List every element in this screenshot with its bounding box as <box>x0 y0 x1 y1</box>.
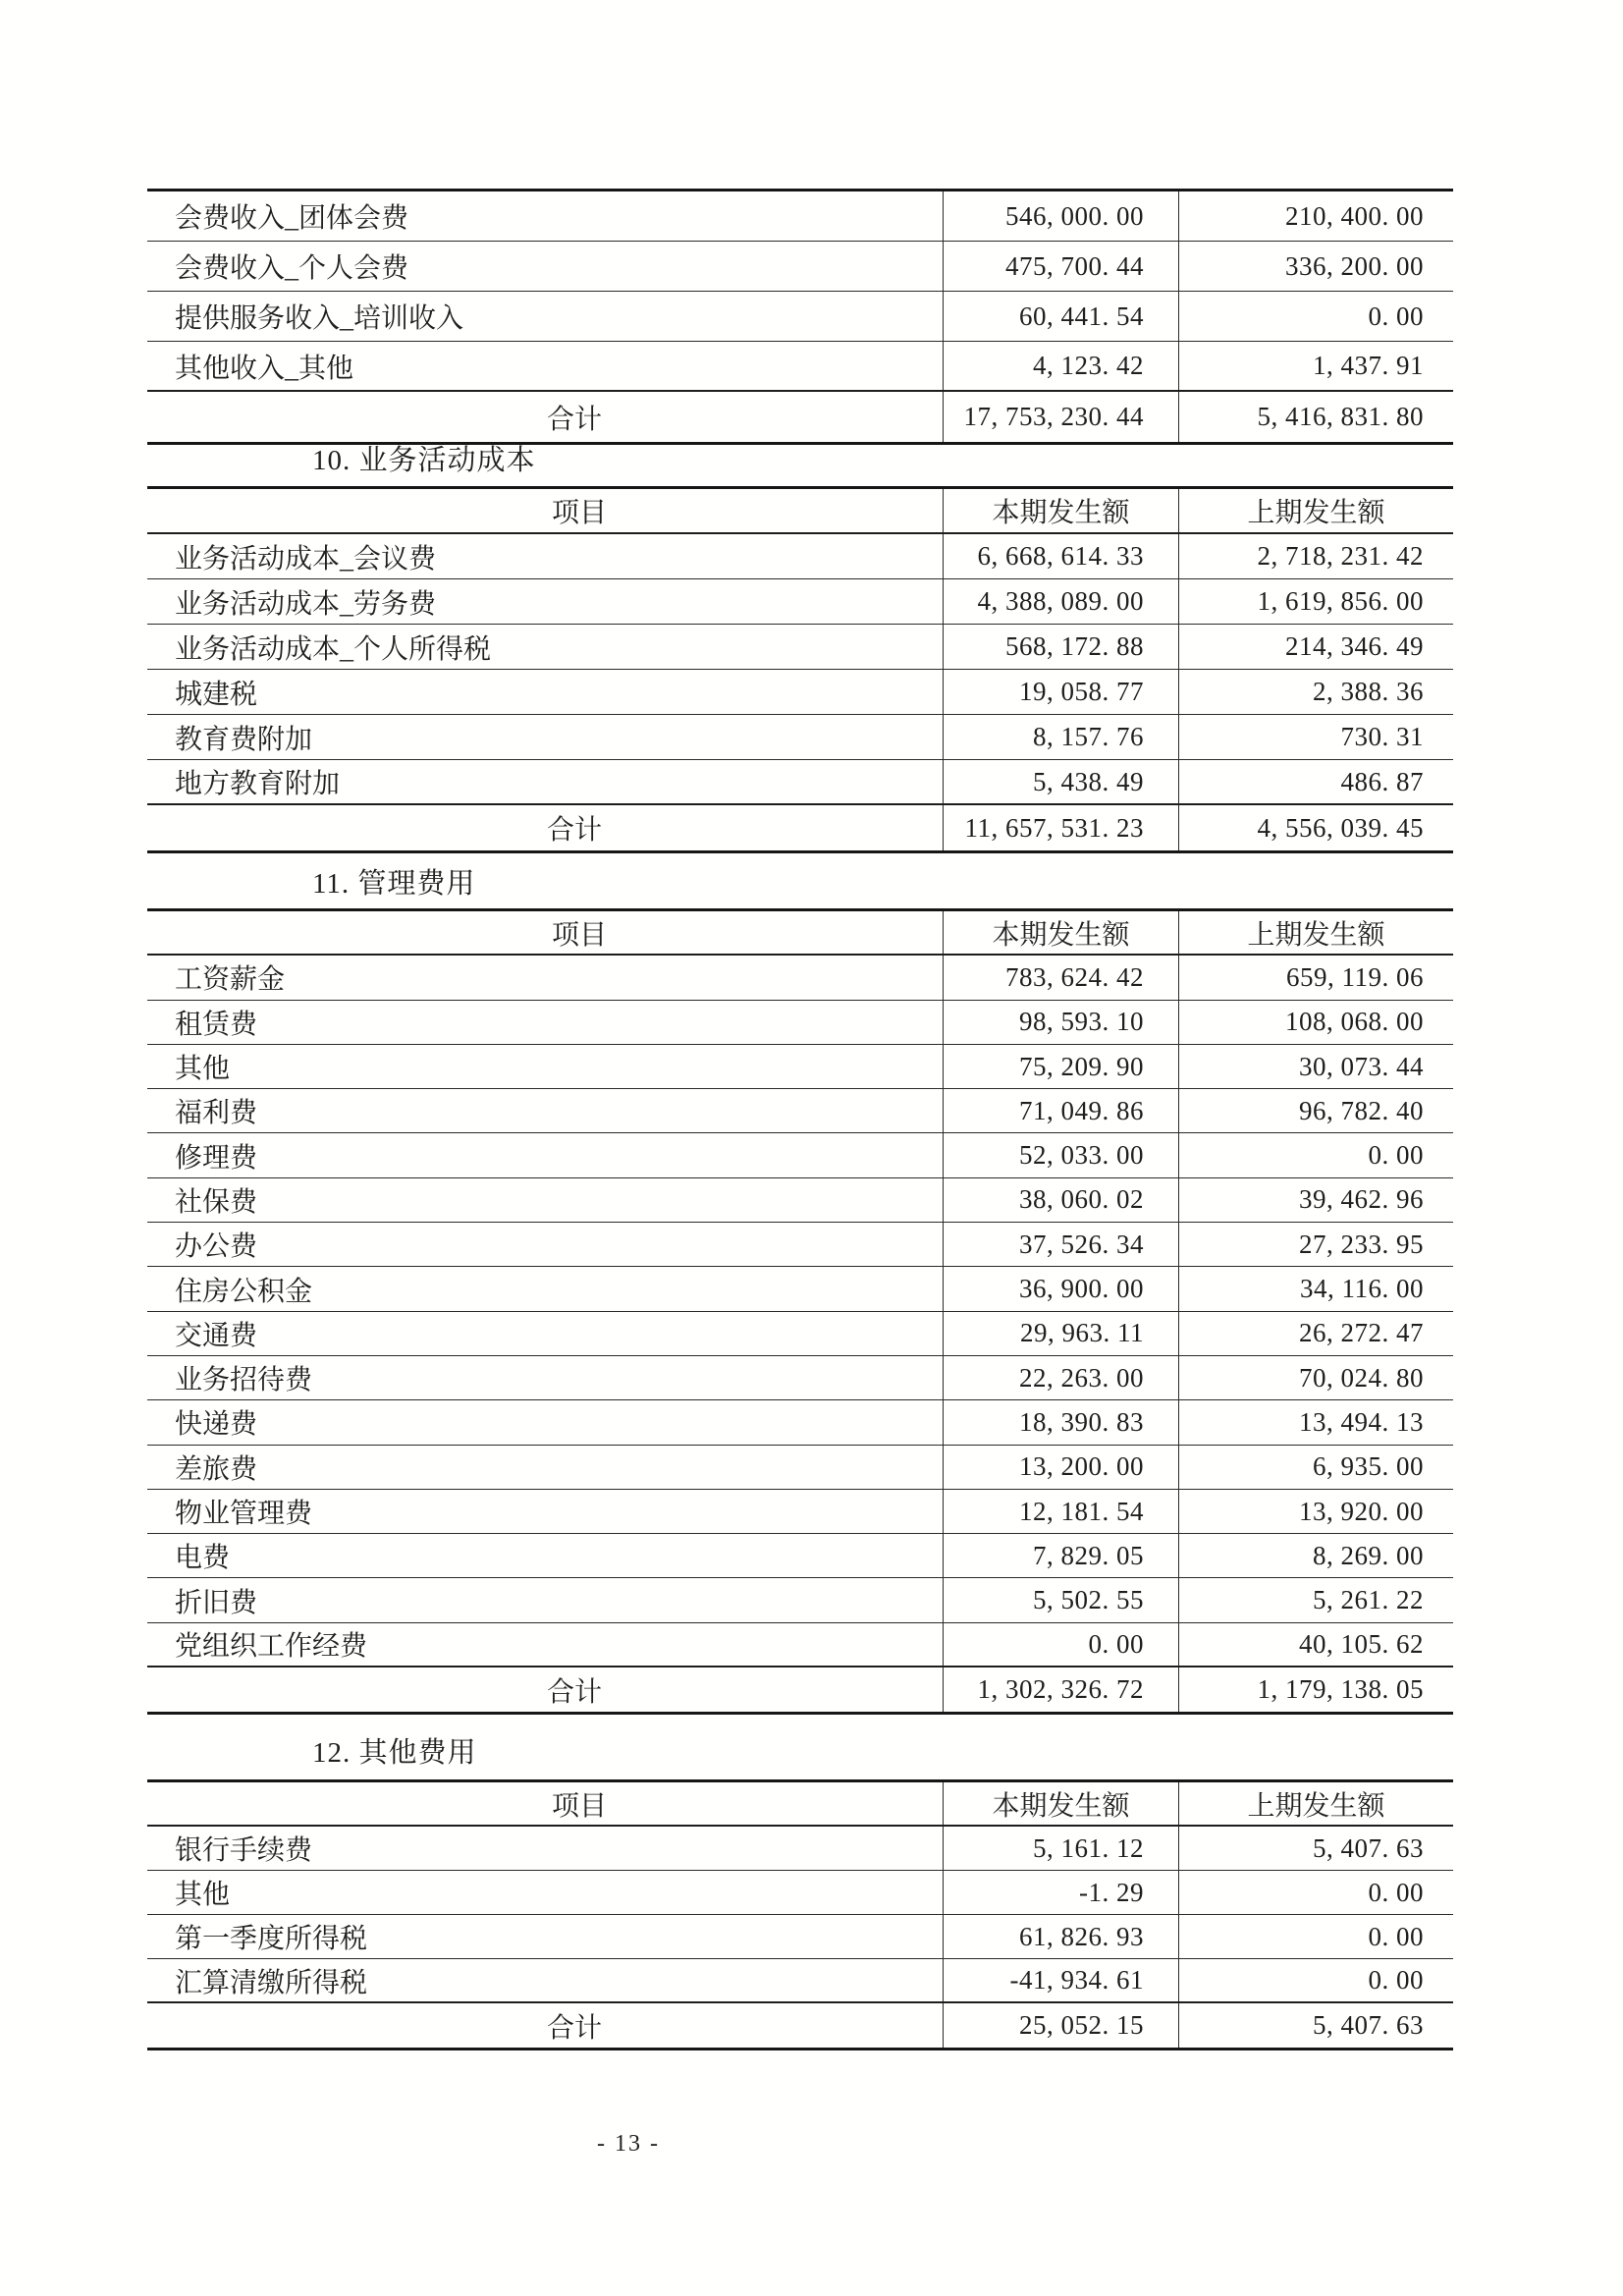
current-period-value: -41, 934. 61 <box>943 1959 1178 2001</box>
column-header-prior-period: 上期发生额 <box>1178 1782 1453 1825</box>
prior-period-value: 1, 619, 856. 00 <box>1178 579 1453 624</box>
prior-period-value: 0. 00 <box>1178 1133 1453 1176</box>
row-label: 业务活动成本_劳务费 <box>175 588 437 620</box>
row-label: 其他收入_其他 <box>175 353 354 384</box>
table-row <box>147 1490 1453 1534</box>
row-label: 租赁费 <box>175 1009 258 1040</box>
current-period-value: 12, 181. 54 <box>943 1490 1178 1533</box>
total-prior-period-value: 5, 407. 63 <box>1178 2003 1453 2048</box>
row-label: 社保费 <box>175 1186 258 1218</box>
prior-period-value: 13, 494. 13 <box>1178 1400 1453 1444</box>
business-activity-cost-table <box>147 486 1453 853</box>
table-row <box>147 1312 1453 1356</box>
prior-period-value: 0. 00 <box>1178 1915 1453 1958</box>
row-label: 教育费附加 <box>175 724 313 755</box>
prior-period-value: 1, 437. 91 <box>1178 342 1453 390</box>
management-expense-table <box>147 908 1453 1715</box>
prior-period-value: 26, 272. 47 <box>1178 1312 1453 1355</box>
current-period-value: 5, 161. 12 <box>943 1827 1178 1870</box>
current-period-value: 0. 00 <box>943 1623 1178 1666</box>
column-header-current-period: 本期发生额 <box>943 1782 1178 1825</box>
table-row <box>147 191 1453 242</box>
prior-period-value: 5, 261. 22 <box>1178 1578 1453 1621</box>
row-label: 快递费 <box>175 1409 258 1441</box>
table-row <box>147 1400 1453 1445</box>
table-row <box>147 1871 1453 1915</box>
column-header-prior-period: 上期发生额 <box>1178 911 1453 954</box>
table-row <box>147 242 1453 292</box>
row-label: 修理费 <box>175 1142 258 1174</box>
table-row <box>147 1959 1453 2003</box>
table-row <box>147 1446 1453 1490</box>
total-label: 合计 <box>546 404 602 435</box>
row-label: 住房公积金 <box>175 1276 313 1307</box>
row-label: 城建税 <box>175 679 258 710</box>
current-period-value: 5, 438. 49 <box>943 760 1178 803</box>
page-number: - 13 - <box>597 2131 660 2157</box>
table-header-row <box>147 1782 1453 1827</box>
table-row <box>147 1045 1453 1089</box>
row-label: 业务招待费 <box>175 1365 313 1396</box>
row-label: 业务活动成本_会议费 <box>175 543 437 574</box>
prior-period-value: 34, 116. 00 <box>1178 1267 1453 1310</box>
column-header-item: 项目 <box>551 919 607 951</box>
prior-period-value: 40, 105. 62 <box>1178 1623 1453 1666</box>
section-heading-other-expense: 12. 其他费用 <box>312 1737 477 1769</box>
table-header-row <box>147 489 1453 534</box>
current-period-value: 36, 900. 00 <box>943 1267 1178 1310</box>
column-header-prior-period: 上期发生额 <box>1178 489 1453 532</box>
table-row <box>147 579 1453 625</box>
row-label: 银行手续费 <box>175 1835 313 1866</box>
row-label: 工资薪金 <box>175 964 286 996</box>
prior-period-value: 27, 233. 95 <box>1178 1223 1453 1266</box>
prior-period-value: 13, 920. 00 <box>1178 1490 1453 1533</box>
prior-period-value: 210, 400. 00 <box>1178 191 1453 241</box>
table-header-row <box>147 911 1453 956</box>
row-label: 其他 <box>175 1054 231 1085</box>
current-period-value: 475, 700. 44 <box>943 242 1178 291</box>
current-period-value: 13, 200. 00 <box>943 1446 1178 1489</box>
row-label: 交通费 <box>175 1320 258 1351</box>
table-row <box>147 1827 1453 1871</box>
table-row <box>147 342 1453 392</box>
prior-period-value: 39, 462. 96 <box>1178 1178 1453 1222</box>
current-period-value: 783, 624. 42 <box>943 956 1178 999</box>
table-row <box>147 1356 1453 1400</box>
current-period-value: 61, 826. 93 <box>943 1915 1178 1958</box>
total-label: 合计 <box>546 1676 602 1708</box>
table-row <box>147 715 1453 760</box>
current-period-value: 18, 390. 83 <box>943 1400 1178 1444</box>
table-total-row <box>147 805 1453 850</box>
prior-period-value: 5, 407. 63 <box>1178 1827 1453 1870</box>
total-current-period-value: 25, 052. 15 <box>943 2003 1178 2048</box>
total-current-period-value: 11, 657, 531. 23 <box>943 805 1178 850</box>
table-total-row <box>147 2003 1453 2048</box>
row-label: 提供服务收入_培训收入 <box>175 303 464 334</box>
table-row <box>147 1133 1453 1177</box>
table-row <box>147 534 1453 579</box>
prior-period-value: 30, 073. 44 <box>1178 1045 1453 1088</box>
prior-period-value: 0. 00 <box>1178 292 1453 341</box>
row-label: 折旧费 <box>175 1587 258 1618</box>
row-label: 地方教育附加 <box>175 769 341 799</box>
prior-period-value: 8, 269. 00 <box>1178 1534 1453 1577</box>
current-period-value: 38, 060. 02 <box>943 1178 1178 1222</box>
table-row <box>147 1623 1453 1667</box>
total-label: 合计 <box>546 815 602 846</box>
current-period-value: 4, 123. 42 <box>943 342 1178 390</box>
current-period-value: 568, 172. 88 <box>943 625 1178 669</box>
table-row <box>147 670 1453 715</box>
table-row <box>147 1223 1453 1267</box>
row-label: 会费收入_团体会费 <box>175 203 409 234</box>
row-label: 第一季度所得税 <box>175 1924 368 1954</box>
section-heading-management-expense: 11. 管理费用 <box>312 868 476 900</box>
row-label: 物业管理费 <box>175 1499 313 1529</box>
current-period-value: 19, 058. 77 <box>943 670 1178 714</box>
table-row <box>147 760 1453 805</box>
total-prior-period-value: 4, 556, 039. 45 <box>1178 805 1453 850</box>
current-period-value: 546, 000. 00 <box>943 191 1178 241</box>
prior-period-value: 0. 00 <box>1178 1871 1453 1914</box>
current-period-value: 29, 963. 11 <box>943 1312 1178 1355</box>
table-row <box>147 1267 1453 1311</box>
table-row <box>147 1089 1453 1133</box>
current-period-value: 8, 157. 76 <box>943 715 1178 759</box>
column-header-item: 项目 <box>551 1790 607 1822</box>
prior-period-value: 70, 024. 80 <box>1178 1356 1453 1399</box>
other-expense-table <box>147 1779 1453 2050</box>
prior-period-value: 486. 87 <box>1178 760 1453 803</box>
table-row <box>147 1534 1453 1578</box>
total-label: 合计 <box>546 2012 602 2044</box>
prior-period-value: 730. 31 <box>1178 715 1453 759</box>
table-total-row <box>147 1667 1453 1712</box>
current-period-value: 5, 502. 55 <box>943 1578 1178 1621</box>
current-period-value: -1. 29 <box>943 1871 1178 1914</box>
row-label: 会费收入_个人会费 <box>175 253 409 284</box>
current-period-value: 22, 263. 00 <box>943 1356 1178 1399</box>
prior-period-value: 0. 00 <box>1178 1959 1453 2001</box>
current-period-value: 52, 033. 00 <box>943 1133 1178 1176</box>
column-header-current-period: 本期发生额 <box>943 489 1178 532</box>
prior-period-value: 2, 718, 231. 42 <box>1178 534 1453 578</box>
current-period-value: 4, 388, 089. 00 <box>943 579 1178 624</box>
prior-period-value: 214, 346. 49 <box>1178 625 1453 669</box>
current-period-value: 6, 668, 614. 33 <box>943 534 1178 578</box>
section-heading-business-activity-cost: 10. 业务活动成本 <box>312 445 536 476</box>
income-continuation-table <box>147 189 1453 445</box>
prior-period-value: 108, 068. 00 <box>1178 1001 1453 1044</box>
row-label: 办公费 <box>175 1231 258 1263</box>
current-period-value: 75, 209. 90 <box>943 1045 1178 1088</box>
current-period-value: 98, 593. 10 <box>943 1001 1178 1044</box>
prior-period-value: 96, 782. 40 <box>1178 1089 1453 1132</box>
row-label: 福利费 <box>175 1098 258 1129</box>
table-row <box>147 1001 1453 1045</box>
row-label: 差旅费 <box>175 1453 258 1485</box>
current-period-value: 71, 049. 86 <box>943 1089 1178 1132</box>
table-row <box>147 1915 1453 1959</box>
row-label: 汇算清缴所得税 <box>175 1967 368 1998</box>
total-prior-period-value: 1, 179, 138. 05 <box>1178 1667 1453 1712</box>
column-header-item: 项目 <box>551 498 607 528</box>
row-label: 党组织工作经费 <box>175 1631 368 1663</box>
table-row <box>147 625 1453 670</box>
total-prior-period-value: 5, 416, 831. 80 <box>1178 392 1453 442</box>
row-label: 其他 <box>175 1880 231 1910</box>
prior-period-value: 659, 119. 06 <box>1178 956 1453 999</box>
table-row <box>147 1578 1453 1622</box>
row-label: 电费 <box>175 1543 231 1574</box>
current-period-value: 60, 441. 54 <box>943 292 1178 341</box>
total-current-period-value: 1, 302, 326. 72 <box>943 1667 1178 1712</box>
table-row <box>147 292 1453 342</box>
table-row <box>147 956 1453 1000</box>
current-period-value: 7, 829. 05 <box>943 1534 1178 1577</box>
table-row <box>147 1178 1453 1223</box>
table-total-row <box>147 392 1453 442</box>
row-label: 业务活动成本_个人所得税 <box>175 633 492 665</box>
prior-period-value: 6, 935. 00 <box>1178 1446 1453 1489</box>
current-period-value: 37, 526. 34 <box>943 1223 1178 1266</box>
prior-period-value: 2, 388. 36 <box>1178 670 1453 714</box>
prior-period-value: 336, 200. 00 <box>1178 242 1453 291</box>
column-header-current-period: 本期发生额 <box>943 911 1178 954</box>
total-current-period-value: 17, 753, 230. 44 <box>943 392 1178 442</box>
